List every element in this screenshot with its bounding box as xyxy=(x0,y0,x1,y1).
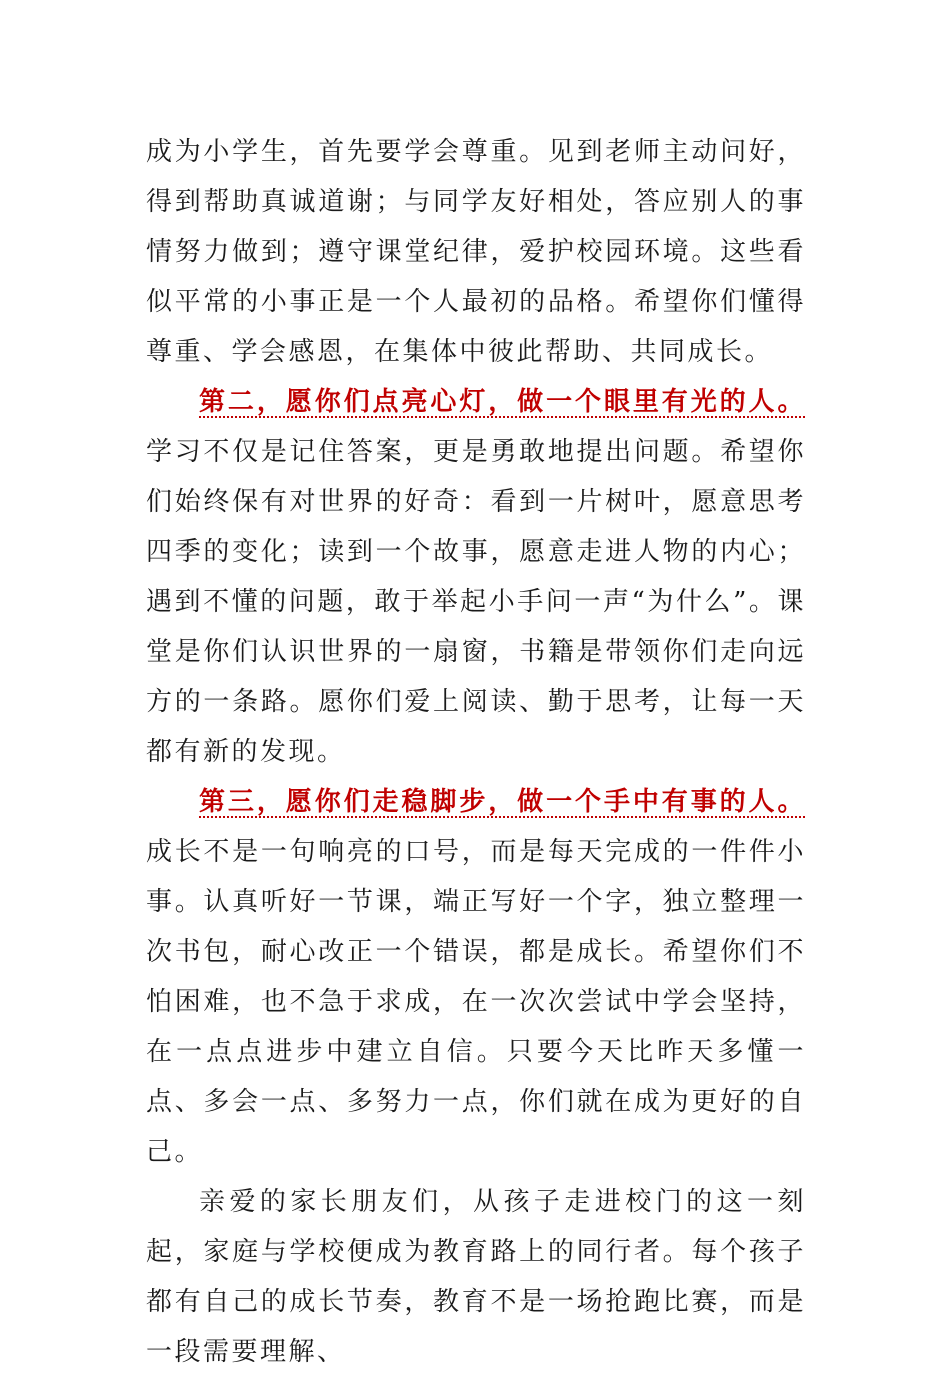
paragraph-curiosity xyxy=(146,377,806,777)
paragraph-respect xyxy=(146,127,806,377)
paragraph-text: 成长不是一句响亮的口号，而是每天完成的一件件小事。认真听好一节课，端正写好一个字，独立整理一次书包，耐心改正一个错误，都是成长。希望你们不怕困难，也不急于求成，在一次次尝试中学会坚持，在一点点进步中建立自信。只要今天比昨天多懂一点、多会一点、多努力一点，你们就在成为更好的自己。 xyxy=(146,837,806,1167)
paragraph-parents xyxy=(146,1177,806,1377)
paragraph-text: 亲爱的家长朋友们，从孩子走进校门的这一刻起，家庭与学校便成为教育路上的同行者。每个孩子都有自己的成长节奏，教育不是一场抢跑比赛，而是一段需要理解、 xyxy=(146,1187,806,1367)
document-body xyxy=(146,127,806,1377)
section-heading-third: 第三，愿你们走稳脚步，做一个手中有事的人。 xyxy=(199,787,806,817)
section-heading-second: 第二，愿你们点亮心灯，做一个眼里有光的人。 xyxy=(199,387,806,417)
paragraph-steady-steps xyxy=(146,777,806,1177)
paragraph-text: 成为小学生，首先要学会尊重。见到老师主动问好，得到帮助真诚道谢；与同学友好相处，答应别人的事情努力做到；遵守课堂纪律，爱护校园环境。这些看似平常的小事正是一个人最初的品格。希望你们懂得尊重、学会感恩，在集体中彼此帮助、共同成长。 xyxy=(146,137,806,367)
paragraph-text: 学习不仅是记住答案，更是勇敢地提出问题。希望你们始终保有对世界的好奇：看到一片树叶，愿意思考四季的变化；读到一个故事，愿意走进人物的内心；遇到不懂的问题，敢于举起小手问一声“为什么”。课堂是你们认识世界的一扇窗，书籍是带领你们走向远方的一条路。愿你们爱上阅读、勤于思考，让每一天都有新的发现。 xyxy=(146,437,806,767)
